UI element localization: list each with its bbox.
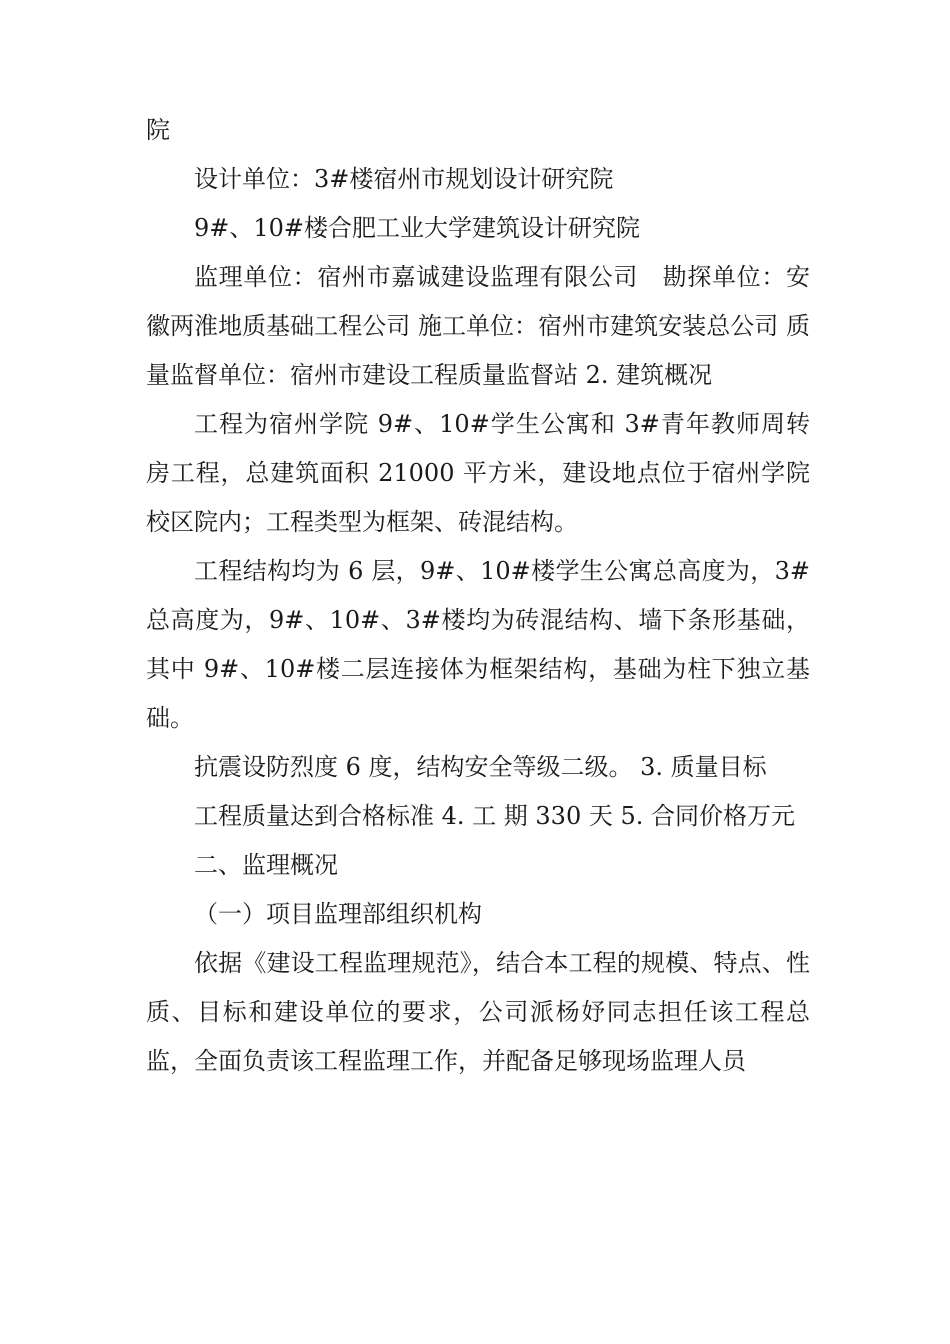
paragraph-design-unit-3: 设计单位：3#楼宿州市规划设计研究院 <box>194 165 614 193</box>
paragraph-structure: 工程结构均为 6 层，9#、10#楼学生公寓总高度为，3#总高度为，9#、10#、3#楼均为砖混结构、墙下条形基础，其中 9#、10#楼二层连接体为框架结构，基础为柱下独立基础。 <box>146 557 810 732</box>
section-heading-supervision-overview: 二、监理概况 <box>194 851 338 879</box>
paragraph-continuation: 院 <box>146 116 170 144</box>
paragraph-quality-target: 工程质量达到合格标准 4. 工 期 330 天 5. 合同价格万元 <box>194 802 796 830</box>
paragraph-seismic: 抗震设防烈度 6 度，结构安全等级二级。 3. 质量目标 <box>194 753 767 781</box>
paragraph-project-overview: 工程为宿州学院 9#、10#学生公寓和 3#青年教师周转房工程，总建筑面积 21000 平方米，建设地点位于宿州学院校区院内；工程类型为框架、砖混结构。 <box>146 410 810 536</box>
subsection-heading-organization: （一）项目监理部组织机构 <box>194 900 482 928</box>
paragraph-design-unit-9-10: 9#、10#楼合肥工业大学建筑设计研究院 <box>194 214 641 242</box>
paragraph-participating-units: 监理单位：宿州市嘉诚建设监理有限公司 勘探单位：安徽两淮地质基础工程公司 施工单位：宿州市建筑安装总公司 质量监督单位：宿州市建设工程质量监督站 2. 建筑概况 <box>146 263 810 389</box>
document-body <box>146 106 810 1086</box>
paragraph-organization-basis: 依据《建设工程监理规范》，结合本工程的规模、特点、性质、目标和建设单位的要求，公司派杨妤同志担任该工程总监，全面负责该工程监理工作，并配备足够现场监理人员 <box>146 949 810 1075</box>
